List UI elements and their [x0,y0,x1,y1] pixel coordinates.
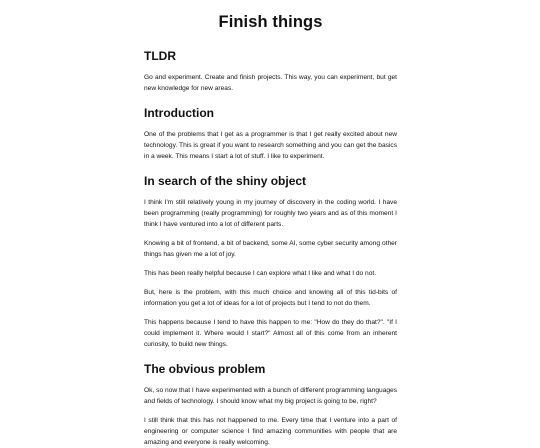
paragraph: This happens because I tend to have this happen to me: "How do they do that?". "If I could implement it. Where would I start?" Almost all of this come from an inherent curiosity, to build new things. [144,319,397,348]
paragraph: But, here is the problem, with this much choice and knowing all of this tid-bits of information you get a lot of ideas for a lot of projects but I tend to not do them. [144,289,397,307]
section-heading-shiny-object: In search of the shiny object [144,174,307,188]
paragraph: Knowing a bit of frontend, a bit of backend, some AI, some cyber security among other things has given me a lot of joy. [144,240,397,258]
paragraph: I still think that this has not happened to me. Every time that I venture into a part of engineering or computer science I find amazing communities with people that are amazing and everyone is really welcoming. [144,417,397,446]
paragraph: One of the problems that I get as a programmer is that I get really excited about new technology. This is great if you want to research something and you can get the basics in a week. This means I start a lot of stuff. I like to experiment. [144,131,397,160]
paragraph: I think I'm still relatively young in my journey of discovery in the coding world. I have been programming (really programming) for roughly two years and as of this moment I think I have ventured into a lot of different parts. [144,199,397,228]
section-heading-tldr: TLDR [144,49,176,63]
section-heading-obvious-problem: The obvious problem [144,362,266,376]
page-title: Finish things [218,13,323,31]
paragraph: This has been really helpful because I can explore what I like and what I do not. [144,270,377,277]
paragraph: Go and experiment. Create and finish projects. This way, you can experiment, but get new knowledge for new areas. [144,74,397,92]
article [144,0,397,448]
section-heading-introduction: Introduction [144,106,214,120]
paragraph: Ok, so now that I have experimented with a bunch of different programming languages and fields of technology. I should know what my big project is going to be, right? [144,387,397,405]
